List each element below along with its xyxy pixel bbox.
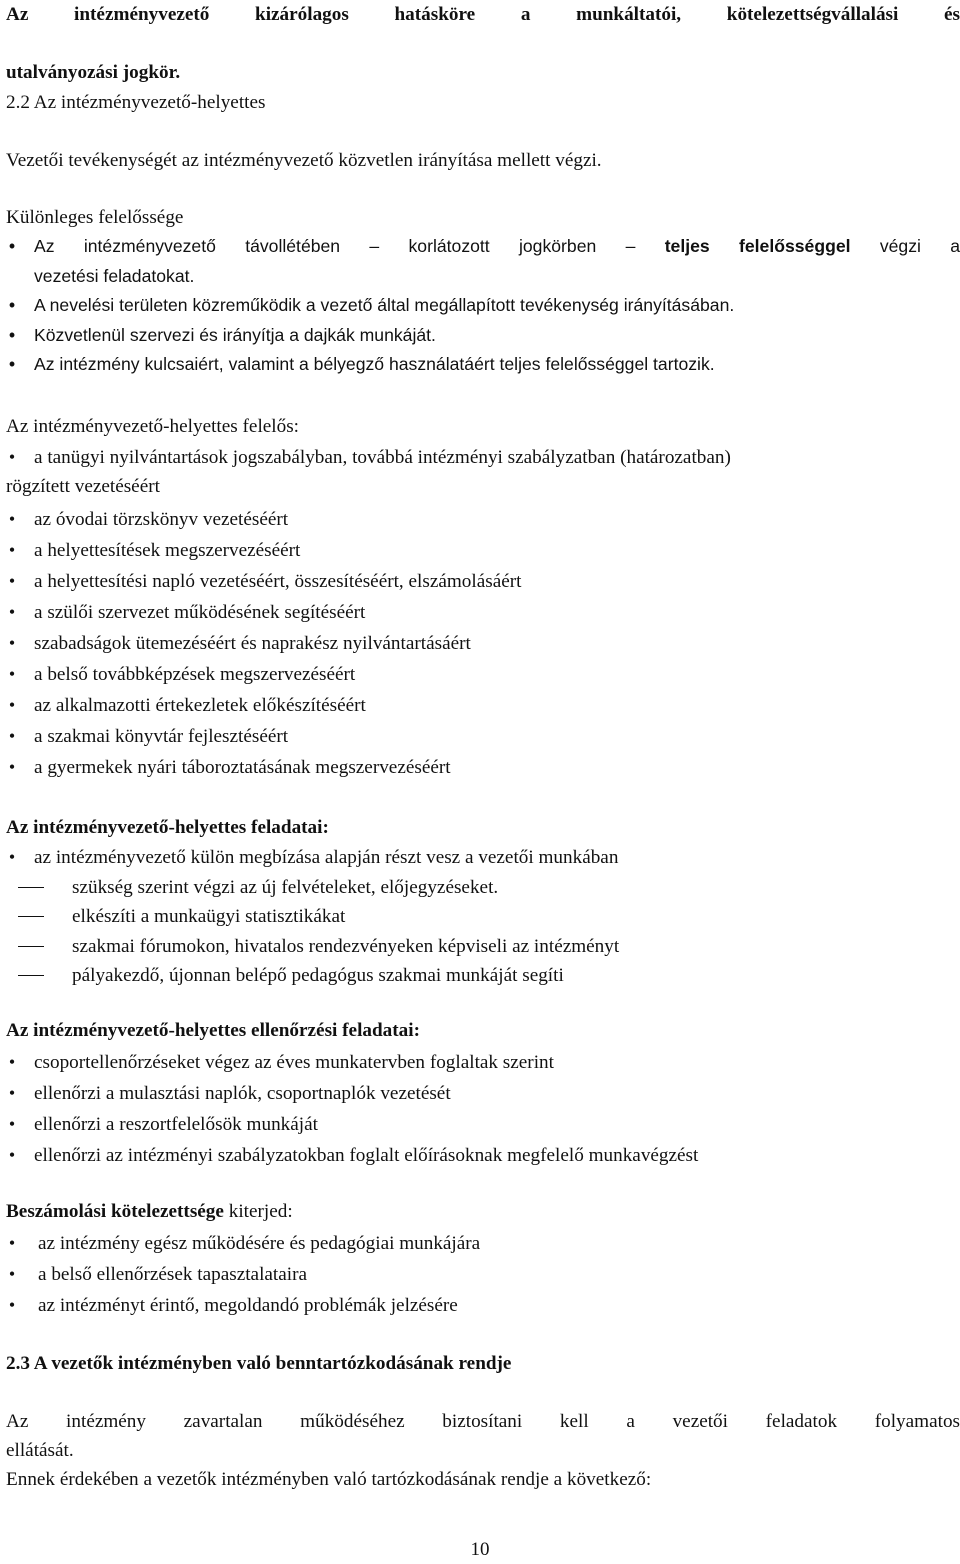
list-item <box>6 1140 960 1171</box>
responsible-item-text: a szakmai könyvtár fejlesztéséért <box>34 726 289 747</box>
list-item <box>6 659 960 690</box>
tasks-subitem-text: pályakezdő, újonnan belépő pedagógus szakmai munkáját segíti <box>72 965 564 986</box>
special-item-text: Közvetlenül szervezi és irányítja a dajkák munkáját. <box>34 324 436 345</box>
special-item-1-bold: teljes felelősséggel <box>664 236 851 256</box>
bullet-icon: • <box>8 664 16 684</box>
tasks-subitem-text: elkészíti a munkaügyi statisztikákat <box>72 906 346 927</box>
dash-icon <box>18 916 44 917</box>
list-item <box>6 535 960 566</box>
list-item <box>6 628 960 659</box>
section-2-3-paragraph <box>6 1407 960 1494</box>
bullet-icon: • <box>8 847 16 867</box>
responsible-item-text: a gyermekek nyári táboroztatásának megszervezéséért <box>34 757 451 778</box>
special-responsibility-list <box>6 232 960 380</box>
list-item <box>6 1078 960 1109</box>
bullet-icon: • <box>8 1083 16 1103</box>
report-heading <box>6 1197 960 1226</box>
special-item-1-post: végzi a <box>879 236 960 256</box>
page-number: 10 <box>470 1539 490 1560</box>
intro-line-1: Az intézményvezető kizárólagos hatásköre a munkáltatói, kötelezettségvállalási és <box>6 4 960 25</box>
tasks-heading: Az intézményvezető-helyettes feladatai: <box>6 817 329 838</box>
tasks-item-text: az intézményvezető külön megbízása alapján részt vesz a vezetői munkában <box>34 847 619 868</box>
control-item-text: csoportellenőrzéseket végez az éves munkatervben foglaltak szerint <box>34 1052 554 1073</box>
bullet-icon: • <box>8 509 16 529</box>
bullet-icon: • <box>8 726 16 746</box>
section-2-3-heading: 2.3 A vezetők intézményben való benntartózkodásának rendje <box>6 1353 512 1374</box>
list-item <box>6 690 960 721</box>
control-item-text: ellenőrzi az intézményi szabályzatokban foglalt előírásoknak megfelelő munkavégzést <box>34 1145 699 1166</box>
responsible-list <box>6 443 960 783</box>
responsible-heading: Az intézményvezető-helyettes felelős: <box>6 416 300 437</box>
intro-paragraph <box>6 0 960 87</box>
list-item <box>6 843 960 873</box>
list-item <box>6 721 960 752</box>
bullet-icon: • <box>8 695 16 715</box>
sub-list-item <box>6 961 960 991</box>
report-item-text: a belső ellenőrzések tapasztalataira <box>38 1264 308 1285</box>
responsible-item-text: a helyettesítési napló vezetéséért, összesítéséért, elszámolásáért <box>34 571 522 592</box>
intro-line-2: utalványozási jogkör. <box>6 62 181 83</box>
list-item <box>6 1047 960 1078</box>
special-item-1-line-2: vezetési feladatokat. <box>34 265 195 286</box>
bullet-icon: • <box>8 1145 16 1165</box>
special-responsibility-heading: Különleges felelőssége <box>6 207 184 228</box>
special-item-text: Az intézmény kulcsaiért, valamint a bélyegző használatáért teljes felelősséggel tartozik. <box>34 354 715 374</box>
control-heading: Az intézményvezető-helyettes ellenőrzési feladatai: <box>6 1020 420 1041</box>
list-item <box>6 597 960 628</box>
list-item <box>6 566 960 597</box>
report-list <box>6 1228 960 1321</box>
tasks-subitem-text: szakmai fórumokon, hivatalos rendezvényeken képviseli az intézményt <box>72 935 620 957</box>
list-item <box>6 1259 960 1290</box>
bullet-icon: • <box>8 1264 16 1284</box>
list-item <box>6 321 960 351</box>
responsible-item-1-line-2: rögzített vezetéséért <box>6 476 160 497</box>
dash-icon <box>18 975 44 976</box>
responsible-item-text: a szülői szervezet működésének segítéséért <box>34 602 366 623</box>
bullet-icon: • <box>8 757 16 777</box>
control-list <box>6 1047 960 1171</box>
control-item-text: ellenőrzi a reszortfelelősök munkáját <box>34 1114 318 1135</box>
sub-list-item <box>6 873 960 903</box>
control-item-text: ellenőrzi a mulasztási naplók, csoportnaplók vezetését <box>34 1083 451 1104</box>
responsible-item-text: az óvodai törzskönyv vezetéséért <box>34 509 289 530</box>
bullet-icon: • <box>8 1052 16 1072</box>
bullet-icon: • <box>8 354 16 374</box>
section-2-3-line-3: Ennek érdekében a vezetők intézményben való tartózkodásának rendje a következő: <box>6 1469 652 1490</box>
list-item <box>6 350 960 380</box>
sub-list-item <box>6 902 960 932</box>
responsible-item-text: a belső továbbképzések megszervezéséért <box>34 664 356 685</box>
special-item-1-pre: Az intézményvezető távollétében – korlátozott jogkörben – <box>34 236 636 256</box>
bullet-icon: • <box>8 324 16 345</box>
list-item <box>6 443 960 501</box>
list-item <box>6 504 960 535</box>
special-item-text: A nevelési területen közreműködik a vezető által megállapított tevékenység irányításában. <box>34 295 735 315</box>
section-2-2-heading: 2.2 Az intézményvezető-helyettes <box>6 92 266 113</box>
bullet-icon: • <box>8 447 16 467</box>
sub-list-item <box>6 932 960 962</box>
bullet-icon: • <box>8 540 16 560</box>
responsible-item-text: szabadságok ütemezéséért és naprakész nyilvántartásáért <box>34 633 471 654</box>
dash-icon <box>18 946 44 947</box>
bullet-icon: • <box>8 602 16 622</box>
list-item <box>6 291 960 321</box>
list-item <box>6 232 960 291</box>
list-item <box>6 752 960 783</box>
tasks-subitem-text: szükség szerint végzi az új felvételeket, előjegyzéseket. <box>72 876 499 898</box>
report-item-text: az intézmény egész működésére és pedagógiai munkájára <box>38 1233 481 1254</box>
bullet-icon: • <box>8 1114 16 1134</box>
dash-icon <box>18 887 44 888</box>
bullet-icon: • <box>8 1233 16 1253</box>
list-item <box>6 1228 960 1259</box>
report-heading-bold: Beszámolási kötelezettsége <box>6 1201 224 1222</box>
list-item <box>6 1290 960 1321</box>
tasks-list <box>6 843 960 991</box>
section-2-3-line-1: Az intézmény zavartalan működéséhez biztosítani kell a vezetői feladatok folyamatos <box>6 1411 960 1432</box>
section-2-2-text: Vezetői tevékenységét az intézményvezető közvetlen irányítása mellett végzi. <box>6 150 602 171</box>
bullet-icon: • <box>8 571 16 591</box>
list-item <box>6 1109 960 1140</box>
section-2-3-line-2: ellátását. <box>6 1440 74 1461</box>
responsible-item-1-line-1: a tanügyi nyilvántartások jogszabályban, továbbá intézményi szabályzatban (határozatban) <box>34 447 731 468</box>
report-heading-rest: kiterjed: <box>223 1201 293 1222</box>
bullet-icon: • <box>8 295 16 315</box>
bullet-icon: • <box>8 236 16 256</box>
bullet-icon: • <box>8 1295 16 1315</box>
responsible-item-text: az alkalmazotti értekezletek előkészítéséért <box>34 695 366 716</box>
responsible-item-text: a helyettesítések megszervezéséért <box>34 540 301 561</box>
report-item-text: az intézményt érintő, megoldandó problémák jelzésére <box>38 1295 458 1316</box>
bullet-icon: • <box>8 633 16 653</box>
